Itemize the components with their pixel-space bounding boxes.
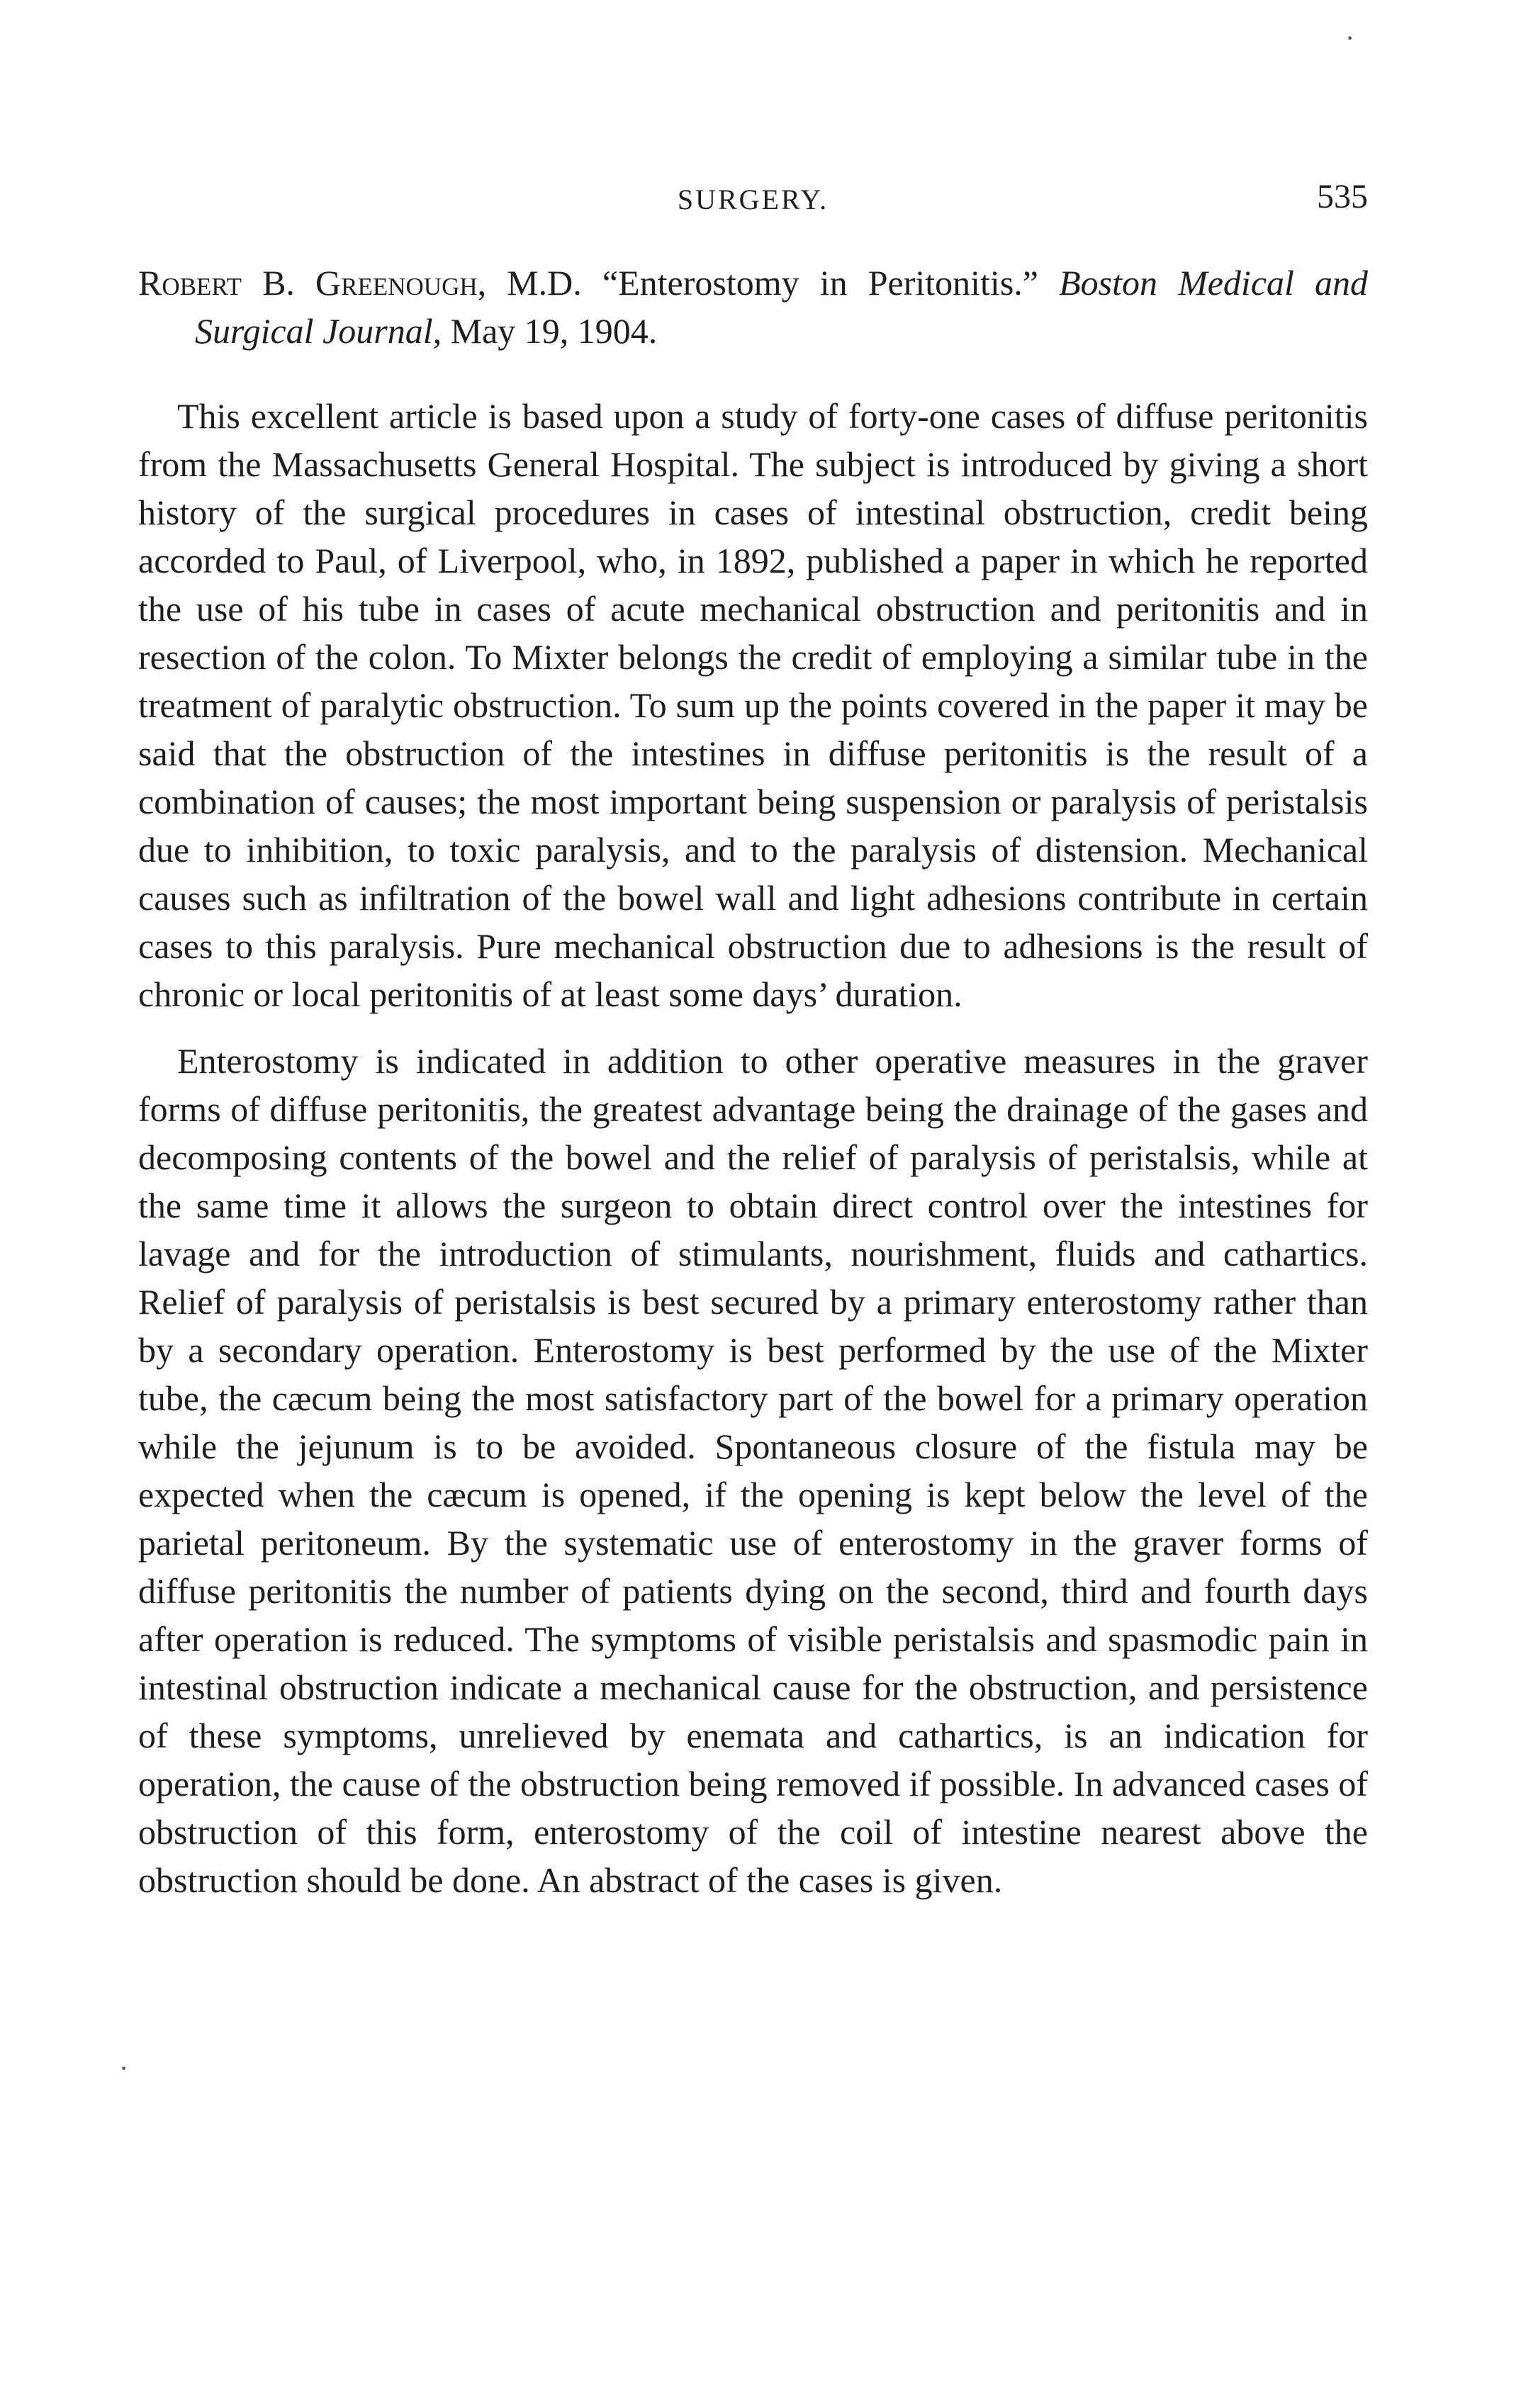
page-number: 535 xyxy=(1317,178,1368,215)
paragraph-2: Enterostomy is indicated in addition to other operative measures in the graver forms of diffuse peritonitis, the greatest advantage being the drainage of the gases and decomposing contents of the bowel and the relief of paralysis of peristalsis, while at the same time it allows the surgeon to obtain direct control over the intestines for lavage and for the introduction of stimulants, nourishment, fluids and cathartics. Relief of paralysis of peristalsis is best secured by a primary enterostomy rather than by a secondary operation. Enterostomy is best performed by the use of the Mixter tube, the cæcum being the most satisfactory part of the bowel for a primary operation while the jejunum is to be avoided. Spontaneous closure of the fistula may be expected when the cæcum is opened, if the opening is kept below the level of the parietal peritoneum. By the systematic use of enterostomy in the graver forms of diffuse peritonitis the number of patients dying on the second, third and fourth days after operation is reduced. The symptoms of visible peristalsis and spasmodic pain in intestinal obstruction indicate a mechanical cause for the obstruction, and persistence of these symptoms, unrelieved by enemata and cathartics, is an indication for operation, the cause of the obstruction being removed if possible. In advanced cases of obstruction of this form, enterostomy of the coil of intestine nearest above the obstruction should be done. An abstract of the cases is given. xyxy=(138,1041,1368,1900)
citation xyxy=(138,259,1368,355)
running-title: SURGERY. xyxy=(677,184,829,215)
page-edge-mark: · xyxy=(1345,22,1355,54)
running-head xyxy=(138,177,1368,220)
paragraph-1: This excellent article is based upon a study of forty-one cases of diffuse peritonitis from the Massachusetts General Hospital. The subject is introduced by giving a short history of the surgical procedures in cases of intestinal obstruction, credit being accorded to Paul, of Liverpool, who, in 1892, published a paper in which he reported the use of his tube in cases of acute mechanical obstruction and peritonitis and in resection of the colon. To Mixter belongs the credit of employing a similar tube in the treatment of paralytic obstruction. To sum up the points covered in the paper it may be said that the obstruction of the intestines in diffuse peritonitis is the result of a combination of causes; the most important being suspension or paralysis of peristalsis due to inhibition, to toxic paralysis, and to the paralysis of distension. Mechanical causes such as infiltration of the bowel wall and light adhesions contribute in certain cases to this paralysis. Pure mechanical obstruction due to adhesions is the result of chronic or local peritonitis of at least some days’ duration. xyxy=(138,396,1368,1014)
margin-dot: · xyxy=(119,2052,129,2084)
citation-author: Robert B. Greenough, M.D. xyxy=(138,263,582,303)
citation-article-title: “Enterostomy in Peritonitis.” xyxy=(602,263,1038,303)
citation-journal: Boston Medical and Surgical Journal, xyxy=(195,263,1369,351)
text-block xyxy=(138,259,1368,1904)
citation-date: May 19, 1904. xyxy=(450,311,658,351)
